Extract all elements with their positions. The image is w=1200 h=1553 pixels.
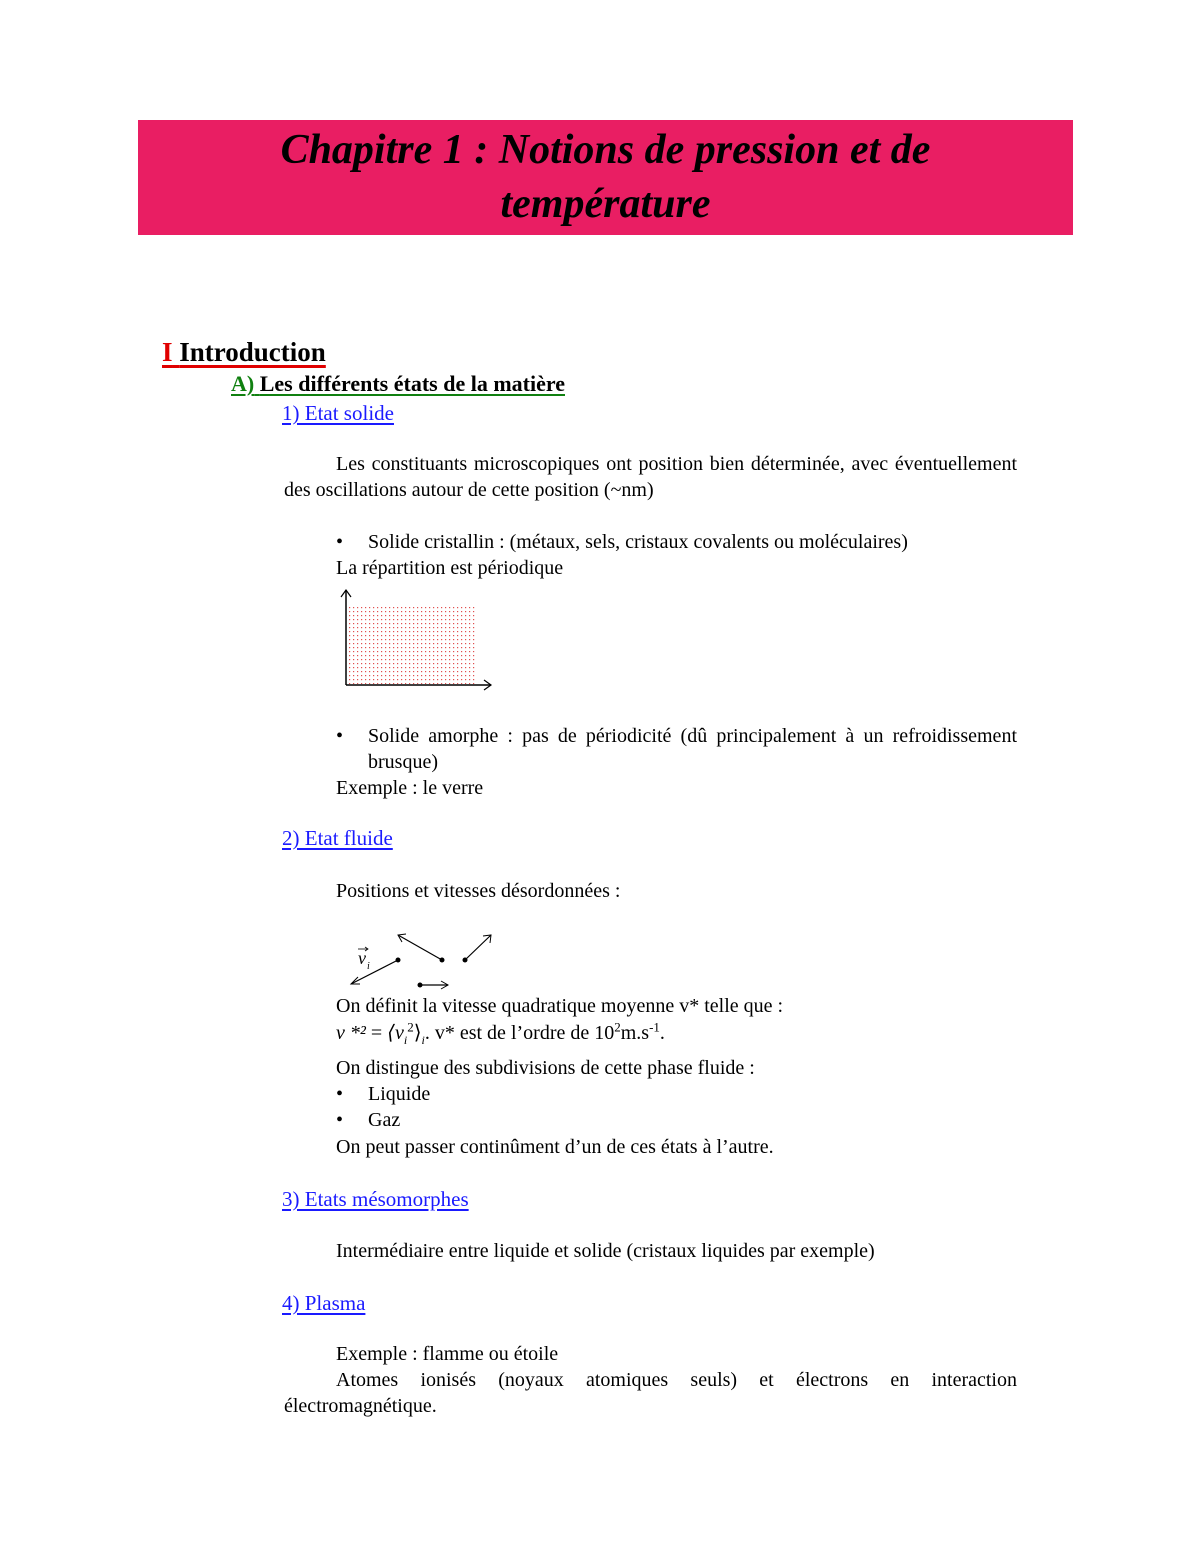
eq-tail: . v* est de l’ordre de 10 [424,1022,615,1044]
vector-label: v [358,948,366,968]
heading-plasma: 4) Plasma [282,1291,366,1315]
fluid-intro: Positions et vitesses désordonnées : [336,880,621,902]
subsection-heading-states [231,370,565,398]
def-vitesse-quadratique: On définit la vitesse quadratique moyenne v* telle que : [336,995,784,1017]
example-verre: Exemple : le verre [336,777,484,799]
eq-mean-open: ⟨v [387,1022,404,1044]
section-number: I [162,337,173,367]
chapter-title-line-2: température [500,181,711,227]
plasma-text: Atomes ionisés (noyaux atomiques seuls) et électrons en interaction électromagnétique. [284,1369,1017,1417]
chapter-title-line-1: Chapitre 1 : Notions de pression et de [280,127,931,173]
vector-subscript: i [367,961,370,972]
equation-vitesse: v $*^2 = ⟨v_i^2⟩_i$. v* est de l’ordre de $10^2m.s^{-1}$. [336,1019,665,1047]
heading-etats-mesomorphes: 3) Etats mésomorphes [282,1187,469,1211]
velocity-vectors-figure [340,928,500,994]
plasma-example: Exemple : flamme ou étoile [336,1343,559,1365]
periodic-lattice-figure [336,586,498,694]
bullet-icon: • [336,1083,344,1105]
lattice-dots [348,606,475,684]
bullet-icon: • [336,725,344,747]
section-heading-introduction [162,336,326,368]
subsection-letter: A) [231,371,255,396]
bullet-icon: • [336,531,344,553]
heading-etat-solide: 1) Etat solide [282,401,394,425]
heading-etat-fluide: 2) Etat fluide [282,826,393,850]
paragraph-solide: Les constituants microscopiques ont position bien déterminée, avec éventuellement des oscillations autour de cette position (~nm) [284,453,1017,501]
subsection-label: Les différents états de la matière [259,371,565,396]
distinguish-subdivisions: On distingue des subdivisions de cette phase fluide : [336,1057,755,1079]
bullet-icon: • [336,1109,344,1131]
eq-lhs: v *² [336,1022,366,1044]
mesomorphes-text: Intermédiaire entre liquide et solide (cristaux liquides par exemple) [336,1240,875,1262]
section-label: Introduction [179,337,326,367]
note-periodique: La répartition est périodique [336,557,564,579]
conclusion-continu: On peut passer continûment d’un de ces états à l’autre. [336,1136,774,1158]
